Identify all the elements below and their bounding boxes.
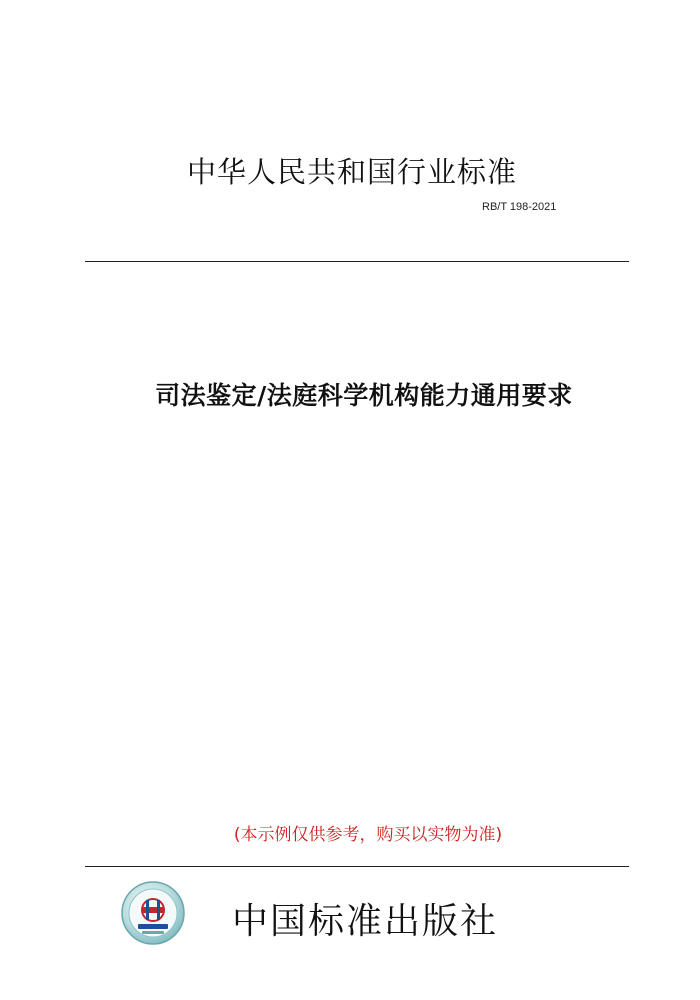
standard-code: RB/T 198-2021 xyxy=(482,201,557,213)
sample-notice: (本示例仅供参考，购买以实物为准) xyxy=(233,825,503,845)
bottom-divider xyxy=(85,866,629,867)
top-divider xyxy=(85,261,629,262)
standard-category-heading: 中华人民共和国行业标准 xyxy=(186,155,517,189)
publisher-seal-logo xyxy=(120,880,186,946)
publisher-name: 中国标准出版社 xyxy=(232,901,499,942)
document-title: 司法鉴定/法庭科学机构能力通用要求 xyxy=(155,381,573,410)
